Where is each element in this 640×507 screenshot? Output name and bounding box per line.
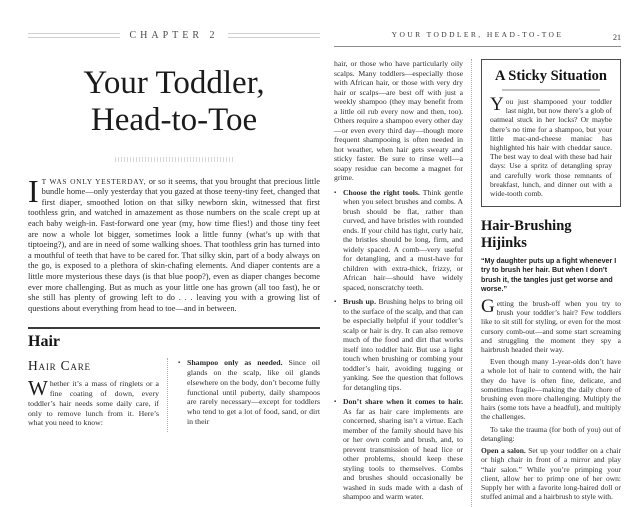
- answer-paragraph-1-text: etting the brush-off when you try to brush your toddler’s hair? Few toddlers like to sit still for styling, or even for the most cursory comb-out—and some start screaming and struggling the moment they spy a hairbrush headed their way.: [481, 299, 621, 355]
- sticky-box-paragraph: [490, 94, 612, 199]
- chapter-title-line1: Your Toddler,: [83, 65, 265, 101]
- bullet-dont-share-text: As far as hair care implements are concerned, sharing isn’t a virtue. Each member of the family should have his or her own comb and brush, and, to prevent transmission of head lice or other problems, should keep these styling tools to themselves. Combs and brushes should occasionally be washed in suds made with a dash of shampoo and warm water.: [343, 406, 463, 501]
- left-page: [28, 0, 320, 480]
- chapter-rule-right: [228, 33, 320, 38]
- bullet-shampoo-text: Since oil glands on the scalp, like oil glands elsewhere on the body, don’t become fully functional until puberty, daily shampoos are rarely necessary—except for toddlers who tend to get a lot of food, sand, or dirt in their: [187, 358, 320, 427]
- reader-question: “My daughter puts up a fight whenever I try to brush her hair. But when I don’t brush it, the tangles just get worse and worse.”: [481, 257, 617, 293]
- answer-paragraph-1: [481, 296, 621, 355]
- intro-dropcap: I: [28, 172, 39, 209]
- chapter-title: [28, 65, 320, 140]
- running-head: YOUR TODDLER, HEAD-TO-TOE: [391, 30, 564, 39]
- bullet-shampoo-lead: Shampoo only as needed.: [187, 358, 283, 368]
- bullet-choose-tools-lead: Choose the right tools.: [343, 187, 420, 197]
- bullet-dont-share: [334, 397, 463, 502]
- continuation-paragraph: hair, or those who have particularly oily scalps. Many toddlers—especially those with African hair, or those with very dry hair or scalps—are best off with just a weekly shampoo (they may benefit from a little oil rub every now and then, too). Others require a shampoo every other day—or even every third day—though more frequent shampooing is often needed in hot weather, when hair gets sweaty and sticky faster. Be sure to rinse well—a soapy residue can become a magnet for grime.: [334, 59, 463, 182]
- sticky-box-title: A Sticky Situation: [495, 68, 607, 84]
- bullet-icon: ▪: [334, 299, 337, 305]
- page-number: 21: [613, 33, 621, 42]
- hair-care-dropcap: W: [28, 376, 48, 401]
- heading-hair-brushing-hijinks: Hair-Brushing Hijinks: [481, 218, 572, 252]
- bullet-choose-tools: [334, 188, 463, 293]
- bullet-shampoo: [178, 358, 320, 427]
- title-ornament: [115, 157, 233, 162]
- left-page-column-1: [28, 358, 167, 432]
- answer-paragraph-3: To take the trauma (for both of you) out of detangling:: [481, 424, 621, 443]
- left-page-columns: [28, 358, 320, 432]
- bullet-icon: ▪: [334, 399, 337, 405]
- right-page-columns: [334, 59, 621, 507]
- bullet-icon: ▪: [334, 189, 337, 196]
- answer-paragraph-2: Even though many 1-year-olds don’t have a whole lot of hair to contend with, the hair they do have is often fine, delicate, and sometimes fragile—making the daily chore of brushing even more challenging. Multiply the hairs (some tots have a headful), and multiply the challenges.: [481, 357, 621, 422]
- intro-lead: T WAS ONLY YESTERDAY,: [41, 176, 147, 186]
- hair-care-paragraph: [28, 376, 159, 428]
- subheading-hair-care: Hair Care: [28, 358, 91, 374]
- answer-paragraph-salon: [481, 446, 621, 501]
- chapter-rule-left: [28, 33, 120, 38]
- running-head-row: [334, 24, 621, 47]
- bullet-choose-tools-text: Think gentle when you select brushes and combs. A brush should be flat, rather than curved, and have bristles with rounded ends. If your child has tight, curly hair, the bristles should be long, firm, and widely spaced. A comb—very useful for detangling, and a must-have for children with extra-thick, frizzy, or African hair—should have widely spaced, nonscratchy teeth.: [343, 187, 463, 292]
- sticky-box-rule: [502, 89, 600, 91]
- right-page-column-2: [471, 59, 621, 507]
- section-rule: [28, 327, 320, 329]
- salon-text: Set up your toddler on a chair or high chair in front of a mirror and play “hair salon.” While you’re primping your client, allow her to primp one of her own: Supply her with a favorite long-haired doll or stuffed animal and a hairbrush to style with.: [481, 446, 621, 502]
- bullet-brush-up-lead: Brush up.: [343, 297, 377, 306]
- bullet-brush-up-text: Brushing helps to bring oil to the surface of the scalp, and that can be especially helpful if your toddler’s scalp or hair is dry. It can also remove much of the food and dirt that works itself into toddler hair. But use a light touch when brushing or combing your toddler’s hair, avoiding tugging or yanking. See the question that follows for detangling tips.: [343, 297, 463, 392]
- hair-care-text: hether it’s a mass of ringlets or a fine coating of down, every toddler’s hair needs some daily care, if only to remove lunch from it. Here’s what you need to know:: [28, 379, 159, 428]
- right-page: [334, 0, 621, 502]
- section-heading-hair: Hair: [28, 333, 60, 351]
- answer-dropcap: G: [481, 296, 495, 318]
- bullet-brush-up: [334, 297, 463, 392]
- sticky-box-dropcap: Y: [490, 94, 504, 115]
- left-page-column-2: [167, 358, 320, 432]
- answer-text: [481, 296, 621, 502]
- sticky-box-text: ou just shampooed your toddler last night, but now there’s a glob of oatmeal stuck in her locks? Or maybe there’s no time for a shampoo, but your little mac-and-cheese maniac has highlighted his hair with cheddar sauce. The best way to deal with these bad hair days: Use a spritz of detangling spray and carefully work those remnants of breakfast, lunch, and dinner out with a wide-tooth comb.: [490, 97, 612, 199]
- chapter-header: [28, 30, 320, 41]
- bullet-icon: ▪: [178, 360, 181, 367]
- chapter-title-line2: Head-to-Toe: [90, 102, 258, 139]
- bullet-dont-share-lead: Don’t share when it comes to hair.: [343, 397, 463, 406]
- sticky-situation-box: [481, 59, 621, 207]
- intro-text: or so it seems, that you brought that precious little bundle home—only yesterday that you gazed at those teeny-tiny feet, changed that first diaper, smoothed lotion on that silky newborn skin, witnessed that first toothless grin, and watched in amazement as those numbers on the scale crept up at each baby weigh-in. Fast-forward one year (my, how time flies!) and those tiny feet are now a whole lot bigger, sometimes look a little funny (what’s up with that tiptoeing?), and are in need of some walking shoes. That toothless grin has turned into a mouthful of teeth that have to be cared for. That silky skin, part of a body always on the go, is exposed to a plethora of skin-chafing elements. And diaper contents are a little more mysterious these days (is that blue poop?), even as diaper changes become ever more challenging. But as much as your little one has grown (all too fast), he or she still has plenty of growing left to do . . . leaving you with a growing list of questions about everything from head to toe—and in between.: [28, 176, 320, 313]
- chapter-label: CHAPTER 2: [129, 30, 219, 41]
- chapter-intro-paragraph: [28, 172, 320, 315]
- salon-lead: Open a salon.: [481, 446, 526, 456]
- right-page-column-1: [334, 59, 471, 507]
